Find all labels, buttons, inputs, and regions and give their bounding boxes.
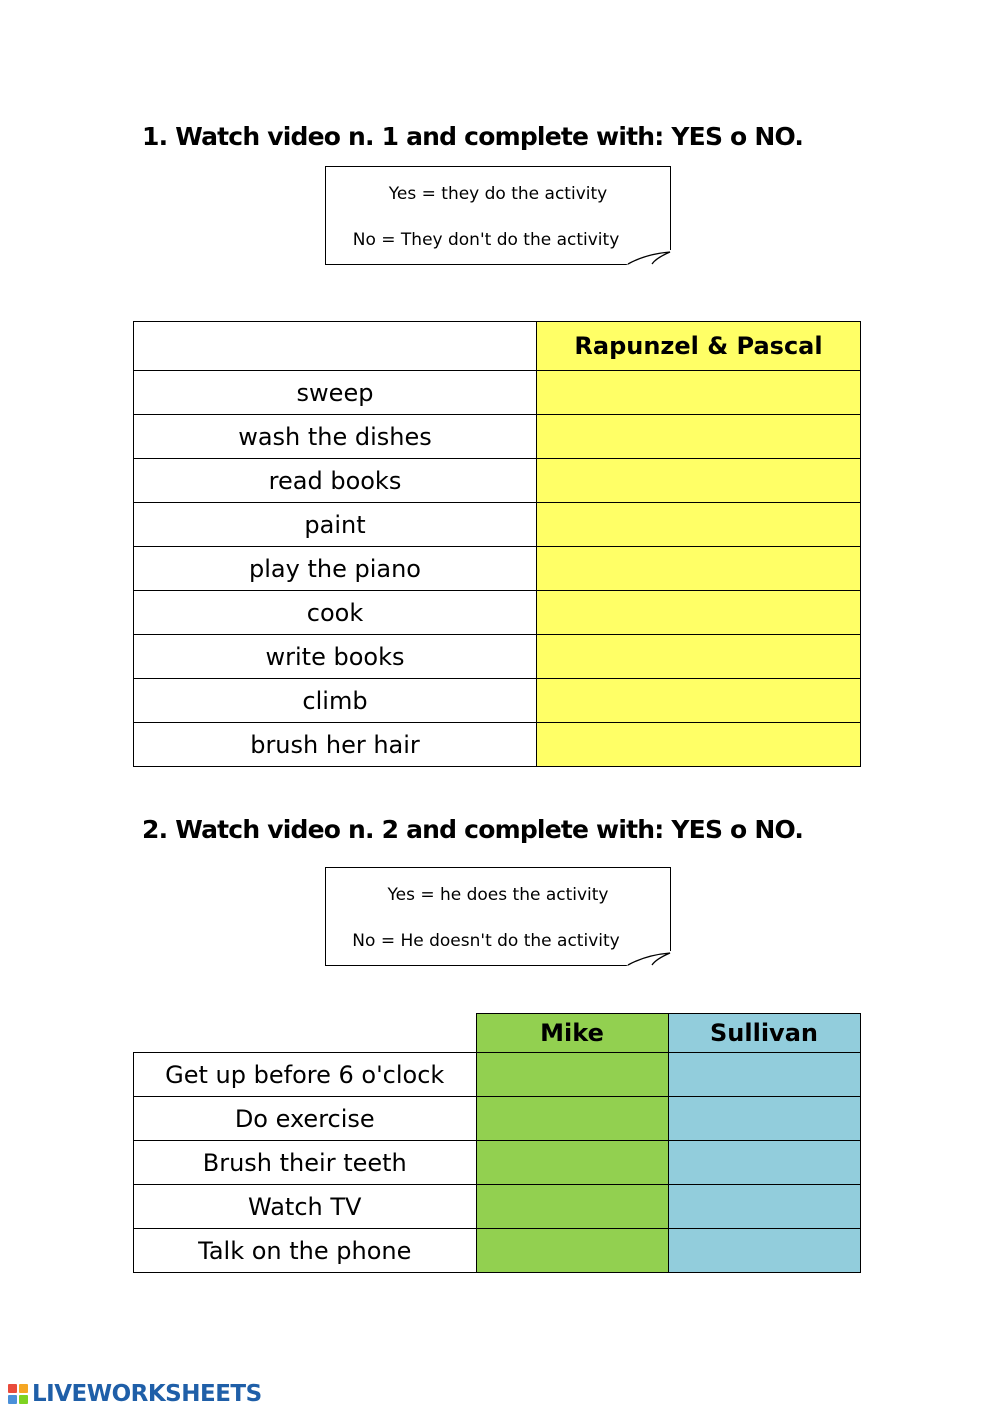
table-row xyxy=(134,723,861,767)
answer-cell[interactable] xyxy=(537,723,861,767)
mike-answer-cell[interactable] xyxy=(476,1141,668,1185)
table-row xyxy=(134,591,861,635)
table-row xyxy=(134,1053,861,1097)
sullivan-answer-cell[interactable] xyxy=(668,1229,860,1273)
legend-yes-text: Yes = they do the activity xyxy=(388,184,608,204)
table2-header-sullivan: Sullivan xyxy=(668,1014,860,1053)
answer-cell[interactable] xyxy=(537,371,861,415)
table-row xyxy=(134,503,861,547)
table-row xyxy=(134,547,861,591)
mike-answer-cell[interactable] xyxy=(476,1185,668,1229)
table-row xyxy=(134,1229,861,1273)
section2-heading: 2. Watch video n. 2 and complete with: YES o NO. xyxy=(142,815,804,844)
activities-table-1 xyxy=(133,321,861,767)
answer-cell[interactable] xyxy=(537,591,861,635)
table1-header-empty xyxy=(134,322,537,371)
activity-label: paint xyxy=(134,503,537,547)
logo-square-blue xyxy=(8,1395,17,1404)
activity-label: read books xyxy=(134,459,537,503)
legend-no-text: No = He doesn't do the activity xyxy=(352,931,620,951)
activity-label: Get up before 6 o'clock xyxy=(134,1053,477,1097)
activity-label: Talk on the phone xyxy=(134,1229,477,1273)
table1-header-row xyxy=(134,322,861,371)
logo-square-orange xyxy=(19,1384,28,1393)
sullivan-answer-cell[interactable] xyxy=(668,1053,860,1097)
mike-answer-cell[interactable] xyxy=(476,1229,668,1273)
legend-note-2 xyxy=(325,867,671,966)
activity-label: climb xyxy=(134,679,537,723)
activity-label: Do exercise xyxy=(134,1097,477,1141)
sullivan-answer-cell[interactable] xyxy=(668,1185,860,1229)
table2-header-row xyxy=(134,1014,861,1053)
table-row xyxy=(134,1141,861,1185)
answer-cell[interactable] xyxy=(537,679,861,723)
table-row xyxy=(134,1185,861,1229)
table-row xyxy=(134,1097,861,1141)
activity-label: wash the dishes xyxy=(134,415,537,459)
answer-cell[interactable] xyxy=(537,503,861,547)
answer-cell[interactable] xyxy=(537,635,861,679)
logo-square-red xyxy=(8,1384,17,1393)
logo-square-green xyxy=(19,1395,28,1404)
table2-header-empty xyxy=(134,1014,477,1053)
legend-yes-text: Yes = he does the activity xyxy=(387,885,609,905)
section1-heading: 1. Watch video n. 1 and complete with: YES o NO. xyxy=(142,122,804,151)
activity-label: cook xyxy=(134,591,537,635)
activity-label: brush her hair xyxy=(134,723,537,767)
page-curl-icon xyxy=(626,951,672,967)
brand-name: LIVEWORKSHEETS xyxy=(32,1381,262,1407)
sullivan-answer-cell[interactable] xyxy=(668,1097,860,1141)
table-row xyxy=(134,371,861,415)
table-row xyxy=(134,415,861,459)
activity-label: Brush their teeth xyxy=(134,1141,477,1185)
answer-cell[interactable] xyxy=(537,459,861,503)
mike-answer-cell[interactable] xyxy=(476,1053,668,1097)
liveworksheets-brand[interactable] xyxy=(8,1381,262,1407)
table-row xyxy=(134,635,861,679)
table-row xyxy=(134,459,861,503)
activity-label: play the piano xyxy=(134,547,537,591)
answer-cell[interactable] xyxy=(537,547,861,591)
legend-note-1 xyxy=(325,166,671,265)
answer-cell[interactable] xyxy=(537,415,861,459)
page-curl-icon xyxy=(626,250,672,266)
activities-table-2 xyxy=(133,1013,861,1273)
mike-answer-cell[interactable] xyxy=(476,1097,668,1141)
sullivan-answer-cell[interactable] xyxy=(668,1141,860,1185)
activity-label: sweep xyxy=(134,371,537,415)
table2-header-mike: Mike xyxy=(476,1014,668,1053)
liveworksheets-logo-icon xyxy=(8,1384,28,1404)
activity-label: write books xyxy=(134,635,537,679)
table-row xyxy=(134,679,861,723)
activity-label: Watch TV xyxy=(134,1185,477,1229)
table1-header-rapunzel-pascal: Rapunzel & Pascal xyxy=(537,322,861,371)
legend-no-text: No = They don't do the activity xyxy=(352,230,620,250)
